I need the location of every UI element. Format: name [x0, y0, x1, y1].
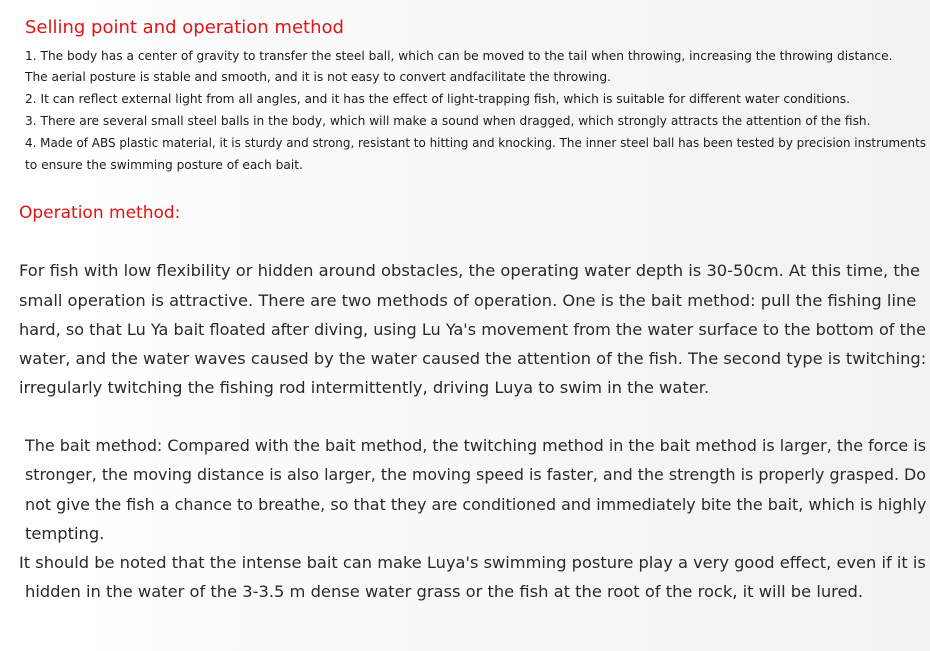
- paragraph-line: irregularly twitching the fishing rod intermittently, driving Luya to swim in the water.: [19, 378, 710, 397]
- paragraph-line: small operation is attractive. There are two methods of operation. One is the bait method: pull the fishing line: [19, 291, 917, 310]
- operation-method-heading: Operation method:: [19, 203, 181, 223]
- selling-point-line: 4. Made of ABS plastic material, it is sturdy and strong, resistant to hitting and knocking. The inner steel ball has been tested by precision instruments: [25, 136, 927, 150]
- paragraph-line: water, and the water waves caused by the water caused the attention of the fish. The second type is twitching:: [19, 349, 927, 368]
- selling-point-line: to ensure the swimming posture of each bait.: [25, 158, 303, 172]
- paragraph-line: The bait method: Compared with the bait method, the twitching method in the bait method is larger, the force is: [25, 436, 927, 455]
- paragraph-line: tempting.: [25, 524, 105, 543]
- selling-point-line: 1. The body has a center of gravity to transfer the steel ball, which can be moved to the tail when throwing, increasing the throwing distance.: [25, 49, 893, 63]
- paragraph-line: hidden in the water of the 3-3.5 m dense water grass or the fish at the root of the rock, it will be lured.: [25, 582, 864, 601]
- paragraph-line: It should be noted that the intense bait can make Luya's swimming posture play a very good effect, even if it is: [19, 553, 926, 572]
- paragraph-line: stronger, the moving distance is also larger, the moving speed is faster, and the strength is properly grasped. Do: [25, 465, 926, 484]
- selling-point-line: The aerial posture is stable and smooth, and it is not easy to convert andfacilitate the throwing.: [25, 70, 611, 84]
- selling-point-heading: Selling point and operation method: [25, 17, 344, 38]
- selling-point-line: 3. There are several small steel balls in the body, which will make a sound when dragged, which strongly attracts the attention of the fish.: [25, 114, 871, 128]
- selling-point-line: 2. It can reflect external light from all angles, and it has the effect of light-trapping fish, which is suitable for different water conditions.: [25, 92, 850, 106]
- paragraph-line: For fish with low flexibility or hidden around obstacles, the operating water depth is 30-50cm. At this time, the: [19, 261, 921, 280]
- paragraph-line: hard, so that Lu Ya bait floated after diving, using Lu Ya's movement from the water surface to the bottom of the: [19, 320, 926, 339]
- paragraph-line: not give the fish a chance to breathe, so that they are conditioned and immediately bite the bait, which is highly: [25, 495, 927, 514]
